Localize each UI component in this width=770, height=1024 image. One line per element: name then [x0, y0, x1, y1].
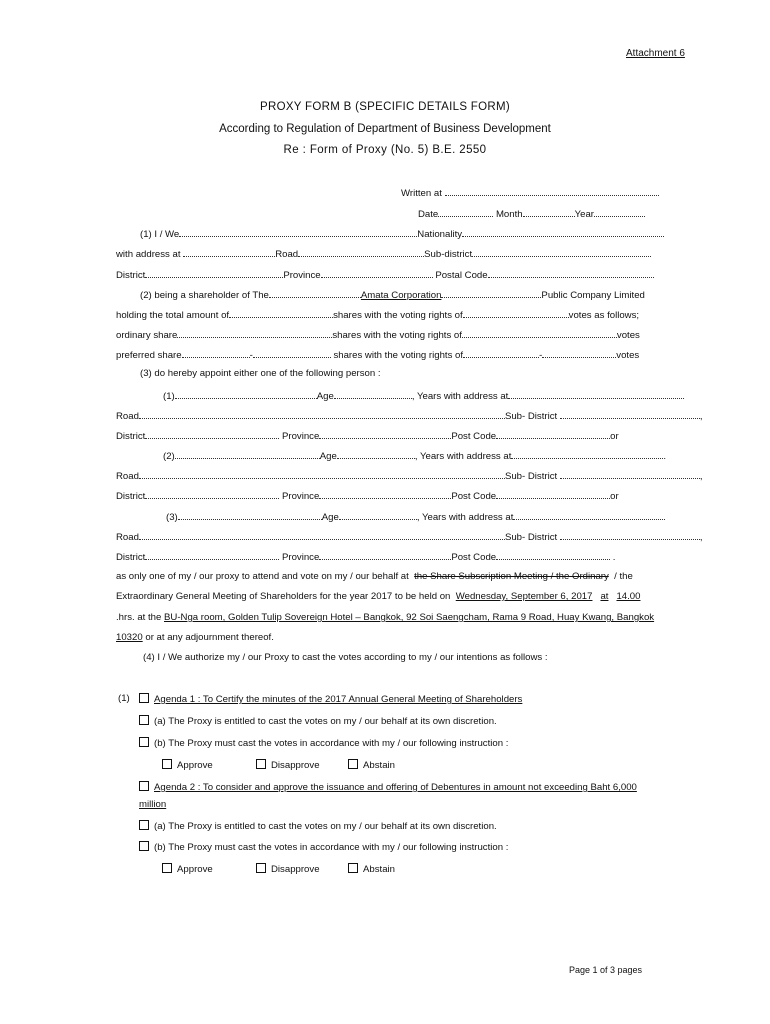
- year-field[interactable]: [594, 207, 645, 217]
- preferred-voting-label: shares with the voting rights of: [333, 350, 464, 361]
- address-row: [116, 247, 651, 261]
- i-we-label: (1) I / We: [140, 229, 180, 240]
- votes-label: votes: [616, 350, 640, 361]
- district-label: District: [116, 431, 146, 442]
- ordinary-share-row: [116, 328, 640, 342]
- form-reference: Re : Form of Proxy (No. 5) B.E. 2550: [283, 144, 487, 156]
- total-votes-field[interactable]: [463, 308, 569, 318]
- proxy-3-road-field[interactable]: [139, 530, 505, 540]
- years-address-label: , Years with address at: [411, 391, 509, 402]
- age-label: Age: [319, 451, 337, 462]
- proxy-3-postcode-field[interactable]: [496, 550, 610, 560]
- preferred-share-label: preferred share: [116, 350, 182, 361]
- proxy-2-district-field[interactable]: [145, 489, 279, 499]
- preferred-votes-field-right[interactable]: [542, 348, 616, 358]
- meeting-venue: BU-Nga room, Golden Tulip Sovereign Hotel – Bangkok, 92 Soi Saengcham, Rama 9 Road, Huay Kwang, Bangkok: [164, 612, 655, 623]
- abstain-checkbox[interactable]: [348, 863, 358, 873]
- shareholder-label: (2) being a shareholder of The: [140, 290, 269, 301]
- dash: -: [539, 350, 543, 361]
- postal-code-field[interactable]: [488, 268, 654, 278]
- proxy-1-road-row: [116, 409, 703, 423]
- sub-district-label: Sub-district: [424, 249, 473, 260]
- province-label: Province: [281, 552, 320, 563]
- district-row: [116, 268, 654, 282]
- proxy-1-address-field[interactable]: [508, 389, 684, 399]
- period: .: [663, 451, 667, 462]
- agenda-1-checkbox[interactable]: [139, 693, 149, 703]
- ordinary-share-label: ordinary share: [116, 330, 178, 341]
- road-field[interactable]: [298, 247, 424, 257]
- years-address-label: Years with address at: [419, 451, 512, 462]
- ordinary-shares-field[interactable]: [177, 328, 332, 338]
- sub-district-label: Sub- District: [504, 532, 558, 543]
- struck-meeting-type: the Share Subscription Meeting / the Ordinary: [414, 571, 609, 582]
- agenda-1-option-b-checkbox[interactable]: [139, 737, 149, 747]
- company-name: Amata Corporation: [360, 290, 442, 301]
- proxy-3-address-field[interactable]: [513, 510, 665, 520]
- district-label: District: [116, 270, 146, 281]
- date-row: [418, 207, 645, 221]
- agenda-2-abstain[interactable]: [348, 863, 395, 875]
- form-title: PROXY FORM B (SPECIFIC DETAILS FORM): [260, 101, 510, 113]
- attachment-label: Attachment 6: [626, 48, 685, 59]
- proxy-2-road-field[interactable]: [139, 469, 505, 479]
- name-field[interactable]: [179, 227, 417, 237]
- preferred-shares-field-right[interactable]: [253, 348, 331, 358]
- meeting-line-4: [116, 632, 274, 644]
- preferred-votes-field-left[interactable]: [463, 348, 539, 358]
- agenda-2-title-cont: [139, 799, 166, 811]
- meeting-at: at: [600, 591, 609, 602]
- meeting-intro: as only one of my / our proxy to attend and vote on my / our behalf at: [116, 571, 409, 582]
- approve-checkbox[interactable]: [162, 759, 172, 769]
- proxy-1-district-field[interactable]: [145, 429, 279, 439]
- company-pad-left: [269, 288, 361, 298]
- comma: ,: [416, 512, 420, 523]
- sub-district-field[interactable]: [472, 247, 651, 257]
- agenda-2-title: Agenda 2 : To consider and approve the issuance and offering of Debentures in amount not exceeding Baht 6,000: [154, 782, 637, 793]
- agenda-1-option-b[interactable]: [139, 737, 508, 750]
- approve-label: Approve: [177, 760, 213, 771]
- name-row: [140, 227, 664, 241]
- meeting-line-2: [116, 591, 640, 603]
- province-label: Province: [281, 431, 320, 442]
- month-label: Month: [495, 209, 523, 220]
- sub-district-label: Sub- District: [504, 471, 558, 482]
- or-label: or: [610, 431, 619, 442]
- years-address-label: Years with address at: [421, 512, 514, 523]
- agenda-1-row: [118, 693, 130, 705]
- proxy-1-district-row: [116, 429, 619, 443]
- proxy-1-number: (1): [163, 391, 175, 402]
- period: .: [612, 552, 616, 563]
- proxy-2-address-field[interactable]: [511, 449, 663, 459]
- disapprove-label: Disapprove: [271, 760, 320, 771]
- abstain-label: Abstain: [363, 760, 395, 771]
- ordinary-votes-field[interactable]: [462, 328, 617, 338]
- appoint-text: (3) do hereby appoint either one of the following person :: [140, 368, 381, 379]
- agenda-2-approve[interactable]: [162, 863, 213, 875]
- agenda-number: (1): [118, 693, 130, 704]
- postal-code-label: Postal Code: [435, 270, 488, 281]
- preferred-shares-field-left[interactable]: [182, 348, 250, 358]
- road-label: Road: [116, 411, 139, 422]
- province-field[interactable]: [321, 268, 433, 278]
- ordinary-voting-label: shares with the voting rights of: [332, 330, 462, 341]
- abstain-checkbox[interactable]: [348, 759, 358, 769]
- form-subtitle: According to Regulation of Department of Business Development: [219, 123, 551, 135]
- proxy-1-road-field[interactable]: [139, 409, 505, 419]
- written-at-label: Written at: [401, 188, 442, 199]
- agenda-1-title-row[interactable]: [139, 693, 522, 706]
- proxy-3-district-row: [116, 550, 615, 564]
- agenda-2-title-row[interactable]: [139, 781, 637, 794]
- option-a-text: (a) The Proxy is entitled to cast the votes on my / our behalf at its own discretion.: [154, 716, 497, 727]
- year-label: Year: [574, 209, 594, 220]
- meeting-date: Wednesday, September 6, 2017: [455, 591, 593, 602]
- comma: ,: [699, 471, 703, 482]
- meeting-line-3: [116, 612, 654, 624]
- option-a-text: (a) The Proxy is entitled to cast the votes on my / our behalf at its own discretion.: [154, 821, 497, 832]
- proxy-2-road-row: [116, 469, 703, 483]
- proxy-1-name-field[interactable]: [175, 389, 317, 399]
- nationality-field[interactable]: [462, 227, 664, 237]
- province-label: Province: [281, 491, 320, 502]
- agenda-1-option-a-checkbox[interactable]: [139, 715, 149, 725]
- agenda-1-abstain[interactable]: [348, 759, 395, 771]
- meeting-time: 14.00: [616, 591, 641, 602]
- address-label: with address at: [116, 249, 181, 260]
- agenda-2-disapprove[interactable]: [256, 863, 320, 875]
- proxy-3-district-field[interactable]: [145, 550, 279, 560]
- voting-rights-label: shares with the voting rights of: [333, 310, 463, 321]
- agenda-1-disapprove[interactable]: [256, 759, 320, 771]
- proxy-3-number: (3): [166, 512, 178, 523]
- proxy-2-number: (2): [163, 451, 175, 462]
- company-pad-right: [441, 288, 541, 298]
- date-label: Date: [418, 209, 439, 220]
- district-field[interactable]: [145, 268, 283, 278]
- sub-district-label: Sub- District: [504, 411, 558, 422]
- votes-label: votes: [616, 330, 640, 341]
- written-at-field[interactable]: [445, 186, 659, 196]
- district-label: District: [116, 552, 146, 563]
- meeting-hrs-text: .hrs. at the: [116, 612, 162, 623]
- agenda-2-title-cont-text: million: [139, 799, 167, 810]
- agenda-1-approve[interactable]: [162, 759, 213, 771]
- date-field[interactable]: [438, 207, 493, 217]
- agenda-1-title: Agenda 1 : To Certify the minutes of the 2017 Annual General Meeting of Shareholders: [154, 694, 523, 705]
- proxy-1-age-field[interactable]: [334, 389, 412, 399]
- page-number: Page 1 of 3 pages: [569, 965, 643, 975]
- meeting-egm-text: Extraordinary General Meeting of Shareholders for the year 2017 to be held on: [116, 591, 451, 602]
- road-label: Road: [116, 471, 139, 482]
- comma: ,: [699, 411, 703, 422]
- option-b-text: (b) The Proxy must cast the votes in accordance with my / our following instruction :: [154, 842, 509, 853]
- adjournment-text: or at any adjournment thereof.: [145, 632, 274, 643]
- age-label: Age: [321, 512, 339, 523]
- proxy-3-row: [166, 510, 665, 524]
- proxy-1-postcode-field[interactable]: [496, 429, 610, 439]
- month-field[interactable]: [523, 207, 575, 217]
- shareholder-row: [140, 288, 645, 302]
- proxy-3-sub-district-field[interactable]: [560, 530, 700, 540]
- approve-checkbox[interactable]: [162, 863, 172, 873]
- post-code-label: Post Code: [451, 431, 497, 442]
- meeting-zip: 10320: [116, 632, 143, 643]
- disapprove-checkbox[interactable]: [256, 863, 266, 873]
- comma: ,: [699, 532, 703, 543]
- votes-as-follows-label: votes as follows;: [568, 310, 640, 321]
- preferred-share-row: [116, 348, 639, 362]
- proxy-1-row: [163, 389, 684, 403]
- district-label: District: [116, 491, 146, 502]
- road-label: Road: [116, 532, 139, 543]
- agenda-2-checkbox[interactable]: [139, 781, 149, 791]
- holding-label: holding the total amount of: [116, 310, 230, 321]
- public-company-label: Public Company Limited: [541, 290, 645, 301]
- proxy-2-age-field[interactable]: [337, 449, 415, 459]
- agenda-2-option-a[interactable]: [139, 820, 497, 833]
- meeting-type-tail: / the: [614, 571, 633, 582]
- road-label: Road: [275, 249, 299, 260]
- authorize-text: (4) I / We authorize my / our Proxy to cast the votes according to my / our intentions as follows :: [143, 652, 548, 663]
- disapprove-label: Disapprove: [271, 864, 320, 875]
- proxy-3-age-field[interactable]: [339, 510, 417, 520]
- proxy-1-province-field[interactable]: [319, 429, 451, 439]
- agenda-1-option-a[interactable]: [139, 715, 497, 728]
- option-b-text: (b) The Proxy must cast the votes in accordance with my / our following instruction :: [154, 738, 509, 749]
- agenda-2-option-b[interactable]: [139, 841, 508, 854]
- agenda-2-option-b-checkbox[interactable]: [139, 841, 149, 851]
- proxy-2-province-field[interactable]: [319, 489, 451, 499]
- proxy-2-row: [163, 449, 666, 463]
- province-label: Province: [283, 270, 321, 281]
- post-code-label: Post Code: [451, 491, 497, 502]
- agenda-2-option-a-checkbox[interactable]: [139, 820, 149, 830]
- meeting-line-1: [116, 571, 633, 583]
- or-label: or: [610, 491, 619, 502]
- disapprove-checkbox[interactable]: [256, 759, 266, 769]
- comma: ,: [414, 451, 418, 462]
- dash: -: [249, 350, 253, 361]
- nationality-label: Nationality: [417, 229, 463, 240]
- abstain-label: Abstain: [363, 864, 395, 875]
- proxy-3-road-row: [116, 530, 703, 544]
- proxy-2-district-row: [116, 489, 619, 503]
- proxy-2-sub-district-field[interactable]: [560, 469, 700, 479]
- age-label: Age: [316, 391, 334, 402]
- proxy-3-name-field[interactable]: [178, 510, 322, 520]
- written-at-row: [401, 186, 659, 200]
- address-field[interactable]: [183, 247, 275, 257]
- proxy-1-sub-district-field[interactable]: [560, 409, 700, 419]
- proxy-2-name-field[interactable]: [175, 449, 320, 459]
- proxy-3-province-field[interactable]: [319, 550, 451, 560]
- approve-label: Approve: [177, 864, 213, 875]
- proxy-2-postcode-field[interactable]: [496, 489, 610, 499]
- total-shares-field[interactable]: [229, 308, 333, 318]
- post-code-label: Post Code: [451, 552, 497, 563]
- holding-row: [116, 308, 639, 322]
